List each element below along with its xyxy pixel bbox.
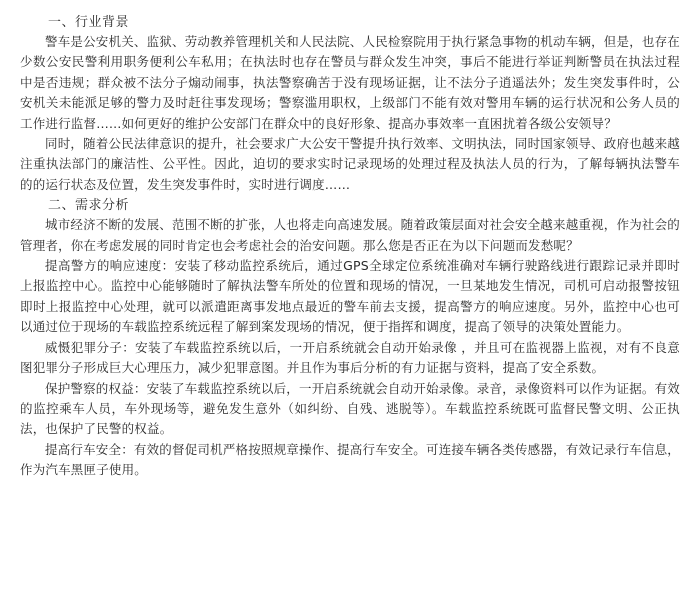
section-heading-industry-background: 一、行业背景 (48, 15, 130, 30)
paragraph-deter-criminals: 威慑犯罪分子：安装了车载监控系统以后，一开启系统就会自动开始录像 ，并且可在监视器上监视，对有不良意图犯罪分子形成巨大心理压力，减少犯罪意图。并且作为事后分析的有力证据与资料，提高了安全系数。 (20, 339, 680, 376)
paragraph-driving-safety: 提高行车安全：有效的督促司机严格按照规章操作、提高行车安全。可连接车辆各类传感器，有效记录行车信息，作为汽车黑匣子使用。 (20, 441, 681, 478)
paragraph-response-speed: 提高警方的响应速度：安装了移动监控系统后，通过GPS全球定位系统准确对车辆行驶路线进行跟踪记录并即时上报监控中心。监控中心能够随时了解执法警车所处的位置和现场的情况，一旦某地发生情况，司机可启动报警按钮即时上报监控中心处理，就可以派遣距离事发地点最近的警车前去支援，提高警方的响应速度。另外，监控中心也可以通过位于现场的车载监控系统远程了解到案发现场的情况，便于指挥和调度，提高了领导的决策处置能力。 (20, 258, 680, 335)
paragraph-legal-awareness: 同时，随着公民法律意识的提升，社会要求广大公安干警提升执行效率、文明执法，同时国家领导、政府也越来越注重执法部门的廉洁性、公平性。因此，迫切的要求实时记录现场的处理过程及执法人员的行为，了解每辆执法警车的的运行状态及位置，发生突发事件时，实时进行调度…… (20, 136, 681, 192)
section-heading-requirement-analysis: 二、需求分析 (48, 198, 130, 214)
paragraph-protect-police-rights: 保护警察的权益：安装了车载监控系统以后，一开启系统就会自动开始录像。录音，录像资料可以作为证据。有效的监控乘车人员，车外现场等，避免发生意外（如纠纷、自残、逃脱等）。车载监控系统既可监督民警文明、公正执法，也保护了民警的权益。 (20, 380, 681, 437)
paragraph-police-vehicle-issues: 警车是公安机关、监狱、劳动教养管理机关和人民法院、人民检察院用于执行紧急事物的机动车辆，但是，也存在少数公安民警利用职务便利公车私用；在执法时也存在警员与群众发生冲突，事后不能进行举证判断警员在执法过程中是否违规；群众被不法分子煽动闹事，执法警察确苦于没有现场证据，让不法分子逍遥法外；发生突发事件时，公安机关未能派足够的警力及时赶往事发现场；警察滥用职权，上级部门不能有效对警用车辆的运行状况和公务人员的工作进行监督……如何更好的维护公安部门在群众中的良好形象、提高办事效率一直困扰着各级公安领导？ (20, 34, 681, 131)
paragraph-city-development: 城市经济不断的发展、范围不断的扩张，人也将走向高速发展。随着政策层面对社会安全越来越重视，作为社会的管理者，你在考虑发展的同时肯定也会考虑社会的治安问题。那么您是否正在为以下问题而发愁呢？ (20, 217, 681, 253)
